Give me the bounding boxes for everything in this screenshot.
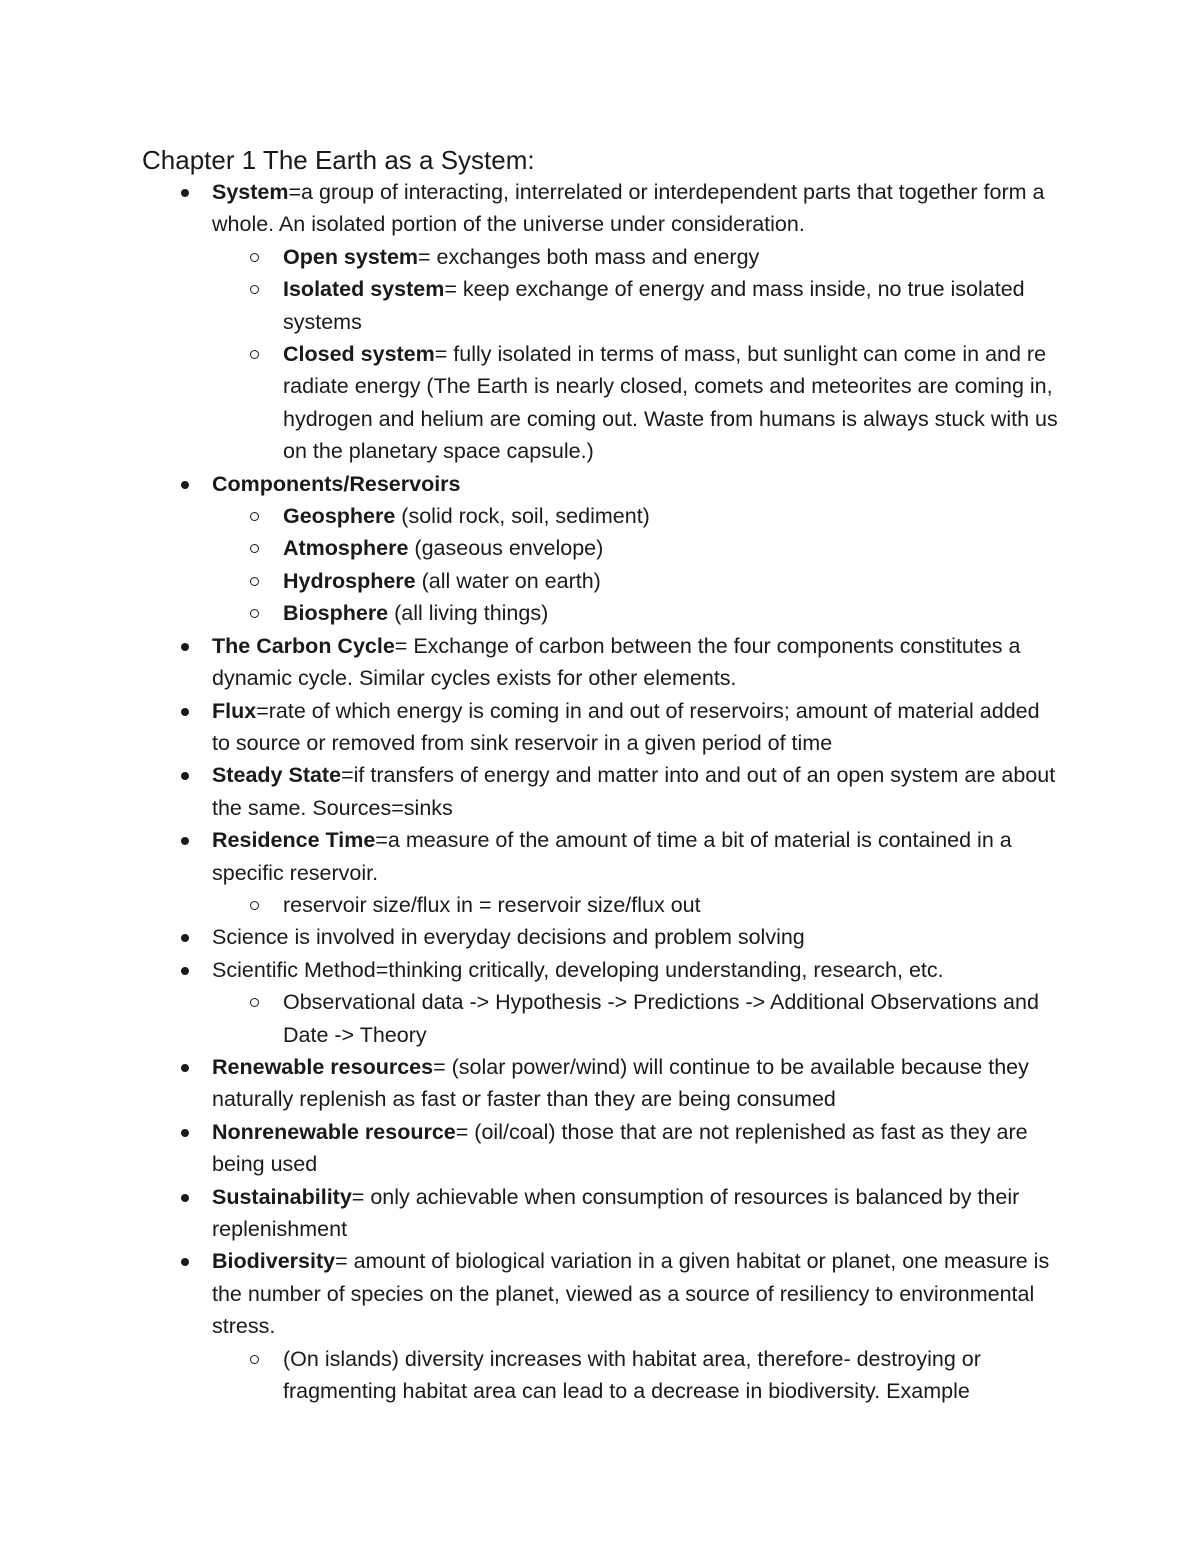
- term: Steady State: [212, 763, 342, 788]
- definition: (solid rock, soil, sediment): [395, 504, 650, 529]
- sub-list: [0, 241, 1062, 468]
- list-item: [0, 1181, 1062, 1246]
- term: System: [212, 180, 289, 204]
- term: Geosphere: [283, 504, 396, 529]
- list-item: [0, 176, 1062, 468]
- definition: =a measure of the amount of time a bit of material is contained in a specific reservoir.: [212, 828, 1012, 885]
- term: Renewable resources: [212, 1054, 434, 1079]
- list-item: [0, 468, 1062, 630]
- list-item: [0, 630, 1062, 695]
- definition: (all living things): [388, 601, 549, 626]
- term: Biodiversity: [212, 1249, 336, 1274]
- definition: =a group of interacting, interrelated or interdependent parts that together form a whole. An isolated portion of the universe under consideration.: [212, 180, 1045, 237]
- definition: Science is involved in everyday decisions and problem solving: [212, 925, 805, 950]
- notes-list: [0, 176, 1200, 1407]
- definition: = exchanges both mass and energy: [418, 244, 760, 269]
- term: Flux: [212, 698, 257, 723]
- sub-list-item: [0, 500, 1063, 532]
- sub-list-item: [0, 338, 1063, 468]
- term: The Carbon Cycle: [212, 633, 395, 658]
- term: Open system: [283, 244, 419, 269]
- definition: = Exchange of carbon between the four components constitutes a dynamic cycle. Similar cycles exists for other elements.: [212, 633, 1021, 691]
- sub-list-item: [0, 1343, 1063, 1408]
- term: Closed system: [283, 342, 435, 367]
- sub-list: [0, 500, 1062, 630]
- list-item: [0, 1245, 1062, 1407]
- list-item: [0, 1051, 1062, 1116]
- definition: = keep exchange of energy and mass inside, no true isolated systems: [283, 277, 1025, 334]
- sub-list-item: [0, 532, 1063, 564]
- term: Sustainability: [212, 1184, 352, 1209]
- definition: Observational data -> Hypothesis -> Predictions -> Additional Observations and Date -> Theory: [283, 990, 1039, 1047]
- list-item: [0, 759, 1062, 824]
- sub-list-item: [0, 986, 1063, 1051]
- term: Biosphere: [283, 601, 389, 626]
- page-title: Chapter 1 The Earth as a System:: [142, 145, 535, 175]
- sub-list: [0, 1343, 1062, 1408]
- list-item: [0, 921, 1062, 953]
- definition: (On islands) diversity increases with habitat area, therefore- destroying or fragmenting habitat area can lead to a decrease in biodiversity. Example: [283, 1346, 981, 1404]
- list-item: [0, 1116, 1062, 1181]
- definition: (all water on earth): [415, 568, 601, 593]
- list-item: [0, 824, 1062, 921]
- definition: Scientific Method=thinking critically, developing understanding, research, etc.: [212, 957, 944, 982]
- term: Hydrosphere: [283, 568, 416, 593]
- definition: = (solar power/wind) will continue to be available because they naturally replenish as fast or faster than they are being consumed: [212, 1054, 1029, 1112]
- sub-list-item: [0, 597, 1063, 629]
- term: Components/Reservoirs: [212, 471, 461, 496]
- sub-list-item: [0, 889, 1063, 921]
- sub-list-item: [0, 565, 1063, 597]
- sub-list-item: [0, 241, 1063, 273]
- definition: = amount of biological variation in a given habitat or planet, one measure is the number of species on the planet, viewed as a source of resiliency to environmental stress.: [212, 1249, 1050, 1339]
- definition: = only achievable when consumption of resources is balanced by their replenishment: [212, 1184, 1020, 1241]
- list-item: [0, 695, 1062, 760]
- definition: = (oil/coal) those that are not replenished as fast as they are being used: [212, 1119, 1028, 1177]
- definition: reservoir size/flux in = reservoir size/flux out: [283, 892, 701, 917]
- sub-list: [0, 986, 1062, 1051]
- definition: (gaseous envelope): [408, 536, 604, 561]
- list-item: [0, 954, 1062, 1051]
- term: Atmosphere: [283, 536, 409, 561]
- definition: =rate of which energy is coming in and out of reservoirs; amount of material added to source or removed from sink reservoir in a given period of time: [212, 698, 1040, 755]
- sub-list: [0, 889, 1062, 921]
- term: Residence Time: [212, 828, 376, 853]
- definition: = fully isolated in terms of mass, but sunlight can come in and re radiate energy (The Earth is nearly closed, comets and meteorites are coming in, hydrogen and helium are coming out. Waste from humans is always stuck with us on the planetary space capsule.): [283, 342, 1058, 464]
- sub-list-item: [0, 273, 1063, 338]
- definition: =if transfers of energy and matter into and out of an open system are about the same. Sources=sinks: [212, 763, 1056, 820]
- term: Isolated system: [283, 277, 445, 302]
- term: Nonrenewable resource: [212, 1119, 456, 1144]
